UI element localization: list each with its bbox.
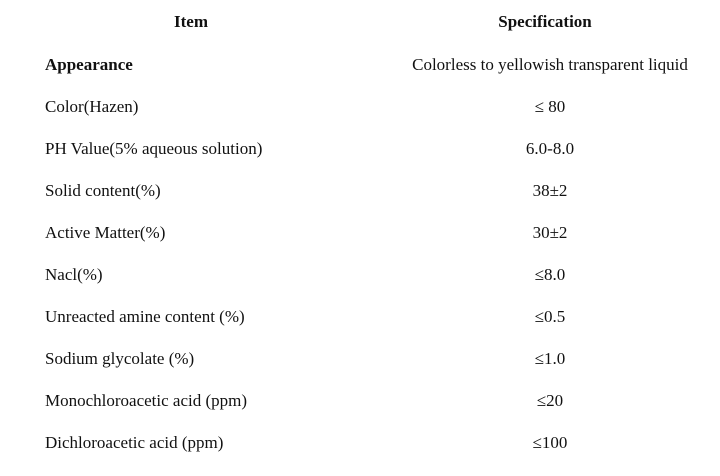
table-row: [0, 254, 720, 296]
row-spec-dichloroacetic-acid: ≤100: [532, 433, 568, 452]
row-spec-active-matter: 30±2: [532, 223, 568, 242]
row-item-nacl: Nacl(%): [45, 265, 103, 284]
table-row: [0, 86, 720, 128]
row-item-appearance: Appearance: [45, 55, 133, 74]
table-row: [0, 44, 720, 86]
row-spec-solid-content: 38±2: [532, 181, 568, 200]
table-row: [0, 128, 720, 170]
row-spec-nacl: ≤8.0: [534, 265, 566, 284]
table-row: [0, 338, 720, 380]
table-row: [0, 422, 720, 464]
header-specification: Specification: [498, 12, 592, 31]
table-row: [0, 380, 720, 422]
header-item: Item: [174, 12, 208, 31]
table-header-row: [0, 0, 720, 44]
row-item-unreacted-amine: Unreacted amine content (%): [45, 307, 245, 326]
row-item-active-matter: Active Matter(%): [45, 223, 166, 242]
row-spec-color: ≤ 80: [534, 97, 566, 116]
row-item-monochloroacetic-acid: Monochloroacetic acid (ppm): [45, 391, 248, 410]
table-row: [0, 296, 720, 338]
row-spec-sodium-glycolate: ≤1.0: [534, 349, 566, 368]
table-row: [0, 170, 720, 212]
table-row: [0, 212, 720, 254]
row-item-solid-content: Solid content(%): [45, 181, 161, 200]
row-spec-appearance: Colorless to yellowish transparent liquid: [412, 55, 688, 74]
row-item-ph: PH Value(5% aqueous solution): [45, 139, 263, 158]
row-item-sodium-glycolate: Sodium glycolate (%): [45, 349, 195, 368]
row-spec-monochloroacetic-acid: ≤20: [536, 391, 564, 410]
row-item-color: Color(Hazen): [45, 97, 139, 116]
row-item-dichloroacetic-acid: Dichloroacetic acid (ppm): [45, 433, 224, 452]
row-spec-unreacted-amine: ≤0.5: [534, 307, 566, 326]
row-spec-ph: 6.0-8.0: [525, 139, 575, 158]
